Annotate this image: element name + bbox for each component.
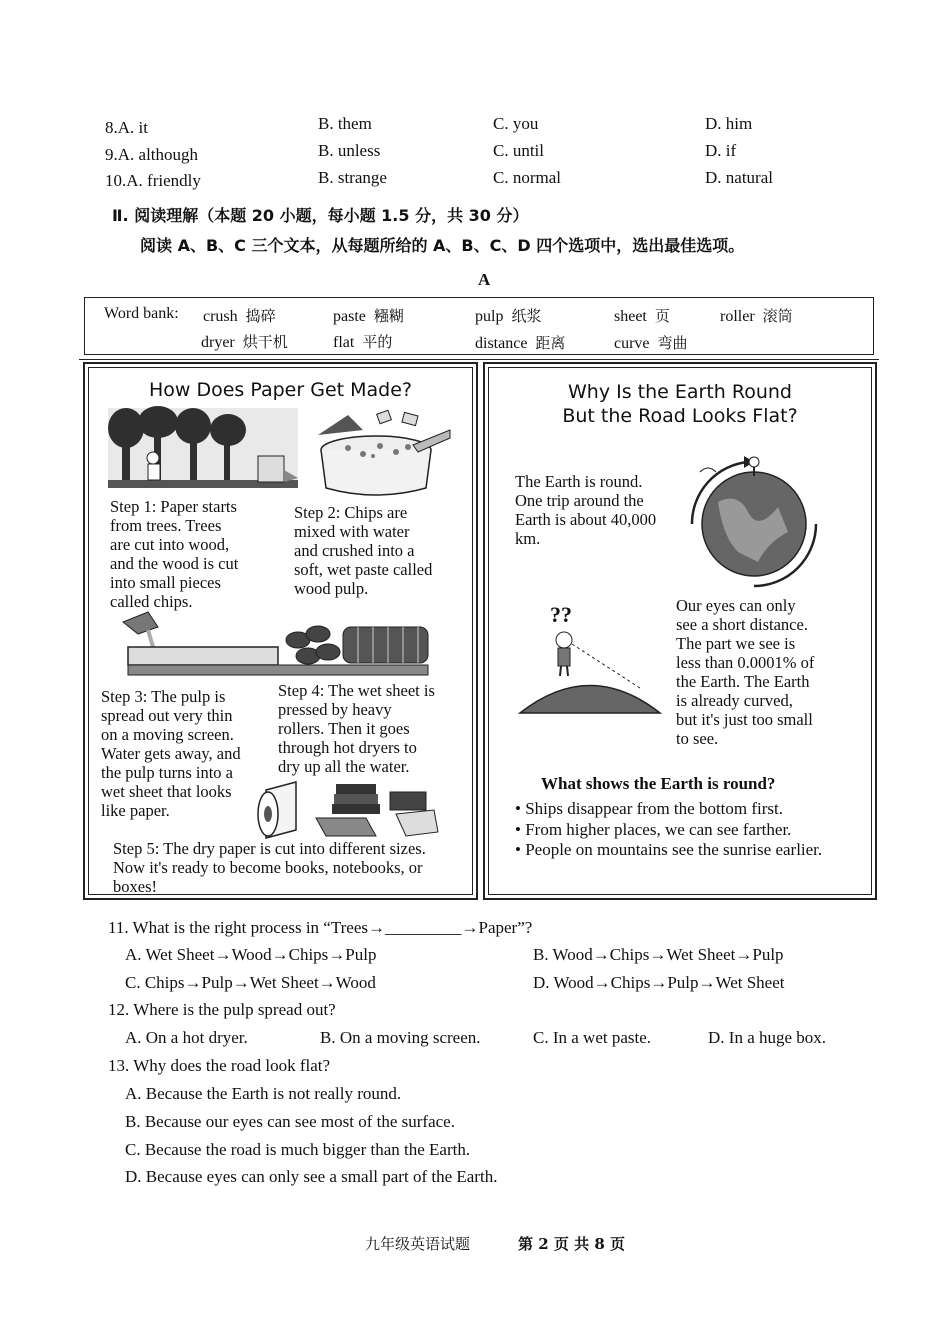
option-a: A. it [117, 118, 148, 137]
option-a: A. although [117, 145, 199, 164]
word-bank-item: flat 平的 [333, 333, 393, 351]
earth-evidence-list [515, 799, 822, 861]
page-number: 第 2 页 共 8 页 [518, 1235, 625, 1253]
question-stem: 11. What is the right process in “Trees→_________→Paper”? [108, 918, 533, 937]
option-d: D. if [705, 141, 737, 160]
person-on-earth-illustration [520, 598, 660, 718]
option-b: B. Because our eyes can see most of the surface. [125, 1112, 455, 1131]
step-1-text: Step 1: Paper starts from trees. Trees are cut into wood, and the wood is cut into small pieces called chips. [110, 497, 239, 611]
earth-panel-title: Why Is the Earth Round But the Road Looks Flat? [562, 381, 798, 427]
option-b: B. strange [318, 168, 387, 187]
option-c: C. until [493, 141, 545, 160]
earth-globe-illustration [688, 452, 828, 582]
list-item: • Ships disappear from the bottom first. [515, 799, 822, 820]
earth-text-2: Our eyes can only see a short distance. The part we see is less than 0.0001% of the Earth. The Earth is already curved, but it's just too small to see. [676, 596, 815, 748]
earth-text-1: The Earth is round. One trip around the Earth is about 40,000 km. [515, 472, 657, 548]
step-2-text: Step 2: Chips are mixed with water and crushed into a soft, wet paste called wood pulp. [294, 503, 433, 598]
question-marks: ?? [550, 602, 572, 627]
paper-products-illustration [256, 778, 446, 840]
word-bank-label: Word bank: [104, 305, 179, 322]
option-d: D. Because eyes can only see a small part of the Earth. [125, 1167, 498, 1186]
passage-label: A [478, 270, 491, 289]
option-c: C. Because the road is much bigger than the Earth. [125, 1140, 471, 1159]
option-d: D. In a huge box. [708, 1028, 827, 1047]
option-c: C. Chips→Pulp→Wet Sheet→Wood [125, 973, 376, 992]
step-4-text: Step 4: The wet sheet is pressed by heavy rollers. Then it goes through hot dryers to dry up all the water. [278, 681, 435, 776]
question-number: 10. [105, 171, 127, 190]
option-a: A. friendly [126, 171, 201, 190]
word-bank-item: sheet 页 [614, 307, 670, 325]
option-b: B. Wood→Chips→Wet Sheet→Pulp [533, 945, 784, 964]
word-bank-item: distance 距离 [475, 334, 566, 352]
step-5-text: Step 5: The dry paper is cut into different sizes. Now it's ready to become books, notebooks, or boxes! [113, 839, 426, 896]
word-bank-item: crush 捣碎 [203, 307, 276, 325]
word-bank-item: dryer 烘干机 [201, 333, 288, 351]
option-d: D. Wood→Chips→Pulp→Wet Sheet [533, 973, 785, 992]
list-item: • People on mountains see the sunrise earlier. [515, 840, 822, 861]
step-3-text: Step 3: The pulp is spread out very thin on a moving screen. Water gets away, and the pulp turns into a wet sheet that looks like paper. [101, 687, 241, 820]
word-bank-item: roller 滚筒 [720, 307, 793, 325]
option-d: D. him [705, 114, 753, 133]
question-stem: 13. Why does the road look flat? [108, 1056, 331, 1075]
option-a: A. Wet Sheet→Wood→Chips→Pulp [125, 945, 377, 964]
option-c: C. normal [493, 168, 561, 187]
option-b: B. unless [318, 141, 381, 160]
cloze-row-8 [105, 118, 148, 138]
pulp-pot-illustration [318, 410, 450, 498]
question-number: 8. [105, 118, 118, 137]
question-stem: 12. Where is the pulp spread out? [108, 1000, 336, 1019]
question-number: 9. [105, 145, 118, 164]
cloze-row-9 [105, 145, 198, 165]
trees-illustration [108, 408, 298, 498]
cloze-row-10 [105, 171, 201, 191]
option-c: C. you [493, 114, 539, 133]
option-b: B. them [318, 114, 372, 133]
word-bank-item: paste 糨糊 [333, 307, 404, 325]
word-bank-item: curve 弯曲 [614, 334, 688, 352]
word-bank-item: pulp 纸浆 [475, 307, 542, 325]
option-a: A. On a hot dryer. [125, 1028, 248, 1047]
section-heading: Ⅱ. 阅读理解（本题 20 小题，每小题 1.5 分，共 30 分） [112, 206, 529, 225]
option-c: C. In a wet paste. [533, 1028, 652, 1047]
option-b: B. On a moving screen. [320, 1028, 481, 1047]
option-d: D. natural [705, 168, 773, 187]
option-a: A. Because the Earth is not really round. [125, 1084, 402, 1103]
earth-question-heading: What shows the Earth is round? [541, 774, 776, 793]
paper-panel-title: How Does Paper Get Made? [149, 379, 412, 401]
section-instruction: 阅读 A、B、C 三个文本，从每题所给的 A、B、C、D 四个选项中，选出最佳选项。 [140, 236, 745, 255]
list-item: • From higher places, we can see farther. [515, 820, 822, 841]
paper-machine-illustration [118, 612, 436, 682]
footer-title: 九年级英语试题 [365, 1235, 471, 1253]
